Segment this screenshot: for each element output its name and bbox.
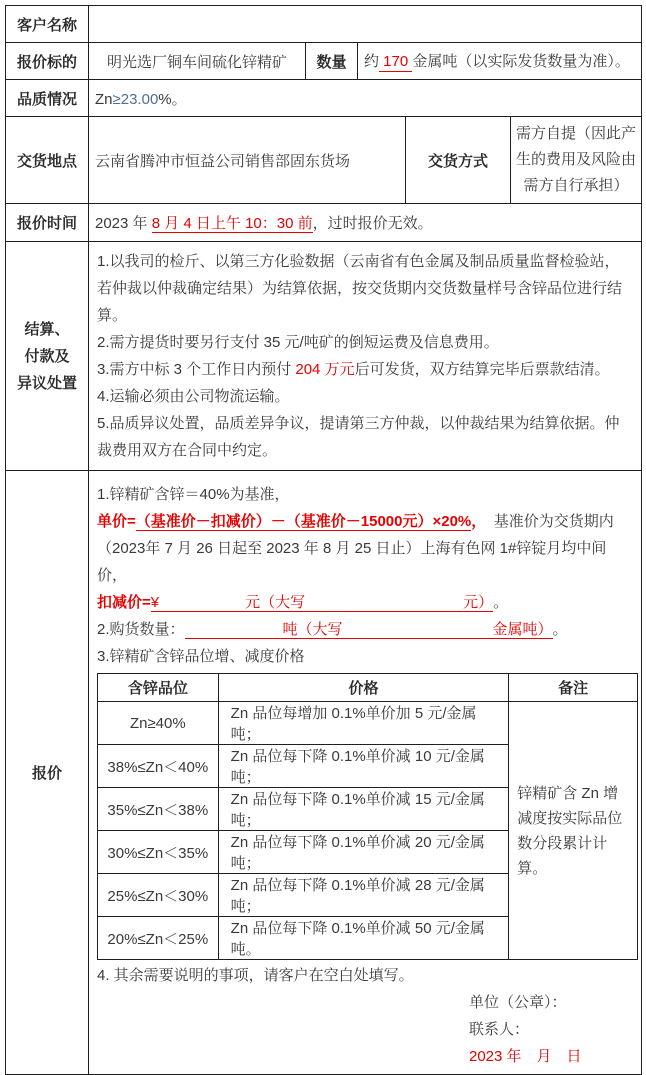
- signature-date-line: 2023 年 月 日: [469, 1048, 582, 1065]
- grade-range: 35%≤Zn＜38%: [98, 788, 219, 831]
- subject-value: 明光选厂铜车间硫化锌精矿: [89, 43, 306, 80]
- row-delivery: [6, 117, 642, 204]
- purchase-qty-fill-area[interactable]: [185, 619, 553, 639]
- delivery-place-value: 云南省腾冲市恒益公司销售部固东货场: [89, 117, 406, 204]
- price-rule: Zn 品位每下降 0.1%单价减 15 元/金属吨；: [218, 788, 509, 831]
- settlement-item-3: [97, 356, 631, 383]
- row-customer-name: [6, 6, 642, 43]
- settlement-item-3-pre: 3.需方中标 3 个工作日内预付: [97, 361, 296, 378]
- unit-price-formula: （基准价－扣减价）－（基准价－15000元）×20%: [135, 513, 472, 530]
- quantity-label: 数量: [306, 43, 358, 80]
- price-table-note: 锌精矿含 Zn 增减度按实际品位数分段累计计算。: [509, 702, 638, 960]
- row-quality: [6, 80, 642, 117]
- subject-label: 报价标的: [6, 43, 89, 80]
- quality-grade-number: ≥23.00: [112, 90, 159, 108]
- settlement-label-line1: 结算、: [24, 320, 70, 338]
- row-settlement: [6, 242, 642, 471]
- grade-range: 38%≤Zn＜40%: [98, 745, 219, 788]
- settlement-item-1: 1.以我司的检斤、以第三方化验数据（云南省有色金属及制品质量监督检验站，若仲裁以仲裁确定结果）为结算依据，按交货期内交货数量样号含锌品位进行结算。: [97, 253, 623, 324]
- settlement-label: [6, 242, 89, 471]
- deduction-end: 元）: [463, 594, 494, 611]
- signature-block: [469, 989, 633, 1070]
- quality-percent: %。: [158, 90, 187, 108]
- contact-person-line: 联系人：: [469, 1021, 530, 1038]
- grade-price-table: [97, 673, 638, 960]
- deduction-period: 。: [493, 594, 509, 611]
- purchase-qty-label: 2.购货数量：: [97, 621, 185, 638]
- settlement-label-line2: 付款及: [24, 347, 70, 365]
- deduction-line: [97, 589, 633, 616]
- prepay-amount: 204 万元: [295, 361, 355, 378]
- settlement-item-2: 2.需方提货时要另行支付 35 元/吨矿的倒短运费及信息费用。: [97, 334, 499, 351]
- quote-line-3: 3.锌精矿含锌品位增、减度价格: [97, 648, 305, 665]
- purchase-mid: 吨（大写: [282, 621, 343, 638]
- quote-time-prefix: 2023 年: [95, 214, 152, 232]
- price-rule: Zn 品位每下降 0.1%单价减 20 元/金属吨；: [218, 831, 509, 874]
- quantity-value: [358, 43, 642, 80]
- quote-formula: [97, 508, 633, 589]
- quotation-document: [5, 5, 642, 1075]
- quote-line-4: 4. 其余需要说明的事项，请客户在空白处填写。: [97, 967, 414, 984]
- grade-range: 30%≤Zn＜35%: [98, 831, 219, 874]
- formula-comma: ，: [471, 513, 479, 530]
- deduction-fill-area[interactable]: [151, 592, 493, 612]
- quote-time-suffix: ，过时报价无效。: [312, 214, 433, 232]
- quote-time-value: [89, 204, 642, 242]
- yen-sign: ¥: [150, 594, 160, 611]
- quotation-table: [5, 5, 642, 1075]
- base-price-definition: 基准价为交货期内（2023年 7 月 26 日起至 2023 年 8 月 25 日止）上海有色网 1#锌锭月均中间价，: [97, 513, 614, 584]
- row-quote: [6, 471, 642, 1075]
- purchase-qty-line: [97, 616, 633, 643]
- purchase-period: 。: [552, 621, 568, 638]
- quantity-suffix: 金属吨（以实际发货数量为准）。: [412, 53, 630, 71]
- price-rule: Zn 品位每下降 0.1%单价减 10 元/金属吨；: [218, 745, 509, 788]
- customer-name-value[interactable]: [89, 6, 642, 43]
- quote-time-label: 报价时间: [6, 204, 89, 242]
- quantity-prefix: 约: [364, 53, 380, 71]
- quality-value: [89, 80, 642, 117]
- grade-range: Zn≥40%: [98, 702, 219, 745]
- purchase-end: 金属吨）: [492, 621, 553, 638]
- unit-seal-line: 单位（公章）：: [469, 994, 567, 1011]
- deduction-label: 扣减价=: [97, 594, 151, 611]
- price-rule: Zn 品位每增加 0.1%单价加 5 元/金属吨；: [218, 702, 509, 745]
- grade-range: 20%≤Zn＜25%: [98, 917, 219, 960]
- quality-label: 品质情况: [6, 80, 89, 117]
- grade-range: 25%≤Zn＜30%: [98, 874, 219, 917]
- settlement-item-3-post: 后可发货，双方结算完毕后票款结清。: [354, 361, 610, 378]
- grade-column-header: 含锌品位: [98, 674, 219, 702]
- quote-line-1: 1.锌精矿含锌＝40%为基准，: [97, 486, 290, 503]
- settlement-content: [89, 242, 642, 471]
- price-row-1: [98, 702, 638, 745]
- note-column-header: 备注: [509, 674, 638, 702]
- price-column-header: 价格: [218, 674, 509, 702]
- settlement-item-4: 4.运输必须由公司物流运输。: [97, 388, 290, 405]
- settlement-item-5: 5.品质异议处置，品质差异争议，提请第三方仲裁，以仲裁结果为结算依据。仲裁费用双方在合同中约定。: [97, 415, 620, 459]
- price-rule: Zn 品位每下降 0.1%单价减 28 元/金属吨；: [218, 874, 509, 917]
- row-subject: [6, 43, 642, 80]
- delivery-place-label: 交货地点: [6, 117, 89, 204]
- customer-name-label: 客户名称: [6, 6, 89, 43]
- unit-price-label: 单价=: [97, 513, 136, 530]
- price-table-header-row: [98, 674, 638, 702]
- quote-content: [89, 471, 642, 1075]
- price-rule: Zn 品位每下降 0.1%单价减 50 元/金属吨。: [218, 917, 509, 960]
- row-quote-time: [6, 204, 642, 242]
- quote-deadline: 8 月 4 日上午 10：30 前: [151, 214, 313, 232]
- quote-label: 报价: [6, 471, 89, 1075]
- delivery-method-label: 交货方式: [406, 117, 511, 204]
- deduction-mid: 元（大写: [245, 594, 306, 611]
- quality-element: Zn: [95, 90, 113, 108]
- delivery-method-value: 需方自提（因此产生的费用及风险由需方自行承担）: [511, 117, 642, 204]
- settlement-label-line3: 异议处置: [16, 374, 77, 392]
- quantity-number[interactable]: 170: [379, 53, 413, 71]
